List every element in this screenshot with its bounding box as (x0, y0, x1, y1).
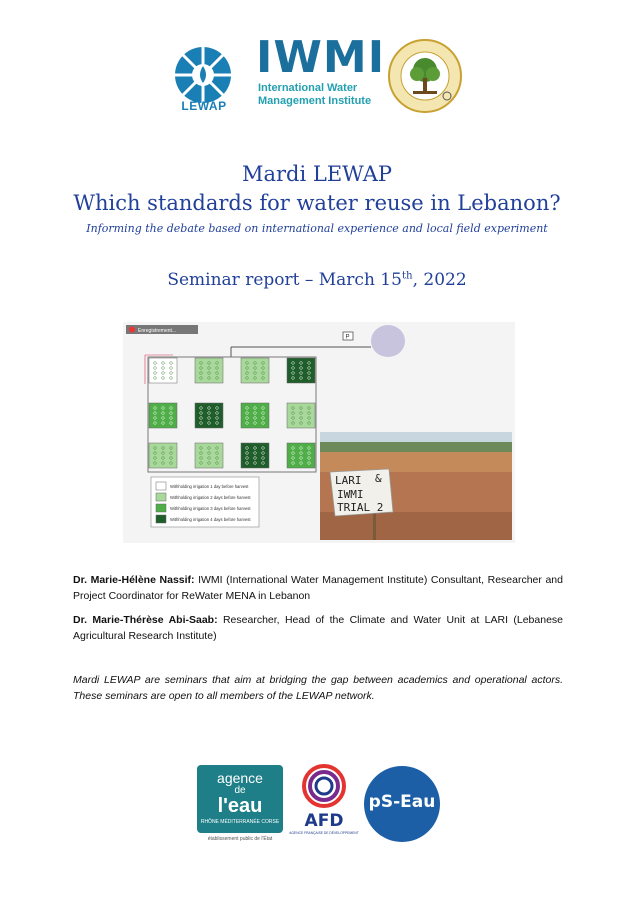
legend-label-4: Withholding irrigation 4 days before harvest (170, 517, 251, 522)
speaker-1 (73, 572, 563, 604)
legend-label-2: Withholding irrigation 2 days before harvest (170, 495, 251, 500)
legend-swatch-1 (156, 482, 166, 490)
legend-label-1: Withholding irrigation 1 day before harvest (170, 484, 249, 489)
agence-line2: de (234, 785, 246, 796)
trial-figure (123, 322, 515, 543)
title-line2: Which standards for water reuse in Lebanon? (73, 191, 561, 215)
sign-line-3: IWMI (337, 488, 364, 501)
agence-line1: agence (217, 770, 263, 786)
sign-line-1: LARI (335, 474, 362, 487)
afd-label: AFD (304, 811, 344, 831)
report-date (0, 270, 634, 290)
pseau-label: pS-Eau (368, 792, 436, 812)
sign-line-2: & (375, 472, 382, 485)
speaker-1-role: IWMI (International Water Management Institute) Consultant, Researcher and Project Coordinator for ReWater MENA in Lebanon (73, 574, 563, 602)
iwmi-subtitle: International Water Management Institute (258, 82, 372, 107)
legend-swatch-2 (156, 493, 166, 501)
legend-label-3: Withholding irrigation 3 days before harvest (170, 506, 251, 511)
legend-swatch-3 (156, 504, 166, 512)
report-prefix: Seminar report – March 15 (167, 270, 402, 290)
speaker-2-name: Dr. Marie-Thérèse Abi-Saab: (73, 614, 218, 626)
speaker-2-role: Researcher, Head of the Climate and Water Unit at LARI (Lebanese Agricultural Research Institute) (73, 614, 563, 642)
subtitle: Informing the debate based on international experience and local field experiment (86, 222, 548, 235)
legend-swatch-4 (156, 515, 166, 523)
speaker-2 (73, 612, 563, 644)
afd-logo (289, 762, 359, 842)
field-photo (320, 432, 512, 540)
report-suffix: , 2022 (412, 270, 467, 290)
lewap-label: LEWAP (181, 99, 227, 113)
agence-eau-logo (197, 765, 283, 833)
report-sup: th (401, 270, 413, 282)
speaker-1-name: Dr. Marie-Hélène Nassif: (73, 574, 195, 586)
lari-logo (387, 38, 463, 114)
record-icon (129, 327, 135, 333)
agence-line3: l'eau (217, 795, 263, 817)
pump-label: P (345, 334, 350, 341)
iwmi-logo-text: IWMI (256, 32, 386, 83)
agence-footer: établissement public de l'État (207, 836, 273, 842)
afd-sub: AGENCE FRANÇAISE DE DÉVELOPPEMENT (289, 831, 359, 835)
title-line1: Mardi LEWAP (241, 162, 392, 186)
agence-line4: RHÔNE MÉDITERRANÉE CORSE (200, 819, 280, 825)
pseau-logo (364, 766, 440, 842)
water-tank (371, 325, 405, 357)
seminar-note: Mardi LEWAP are seminars that aim at bridging the gap between academics and operational actors. These seminars are open to all members of the LEWAP network. (73, 674, 563, 702)
sign-line-4: TRIAL 2 (337, 501, 384, 514)
recording-label: Enregistrement... (138, 328, 177, 334)
